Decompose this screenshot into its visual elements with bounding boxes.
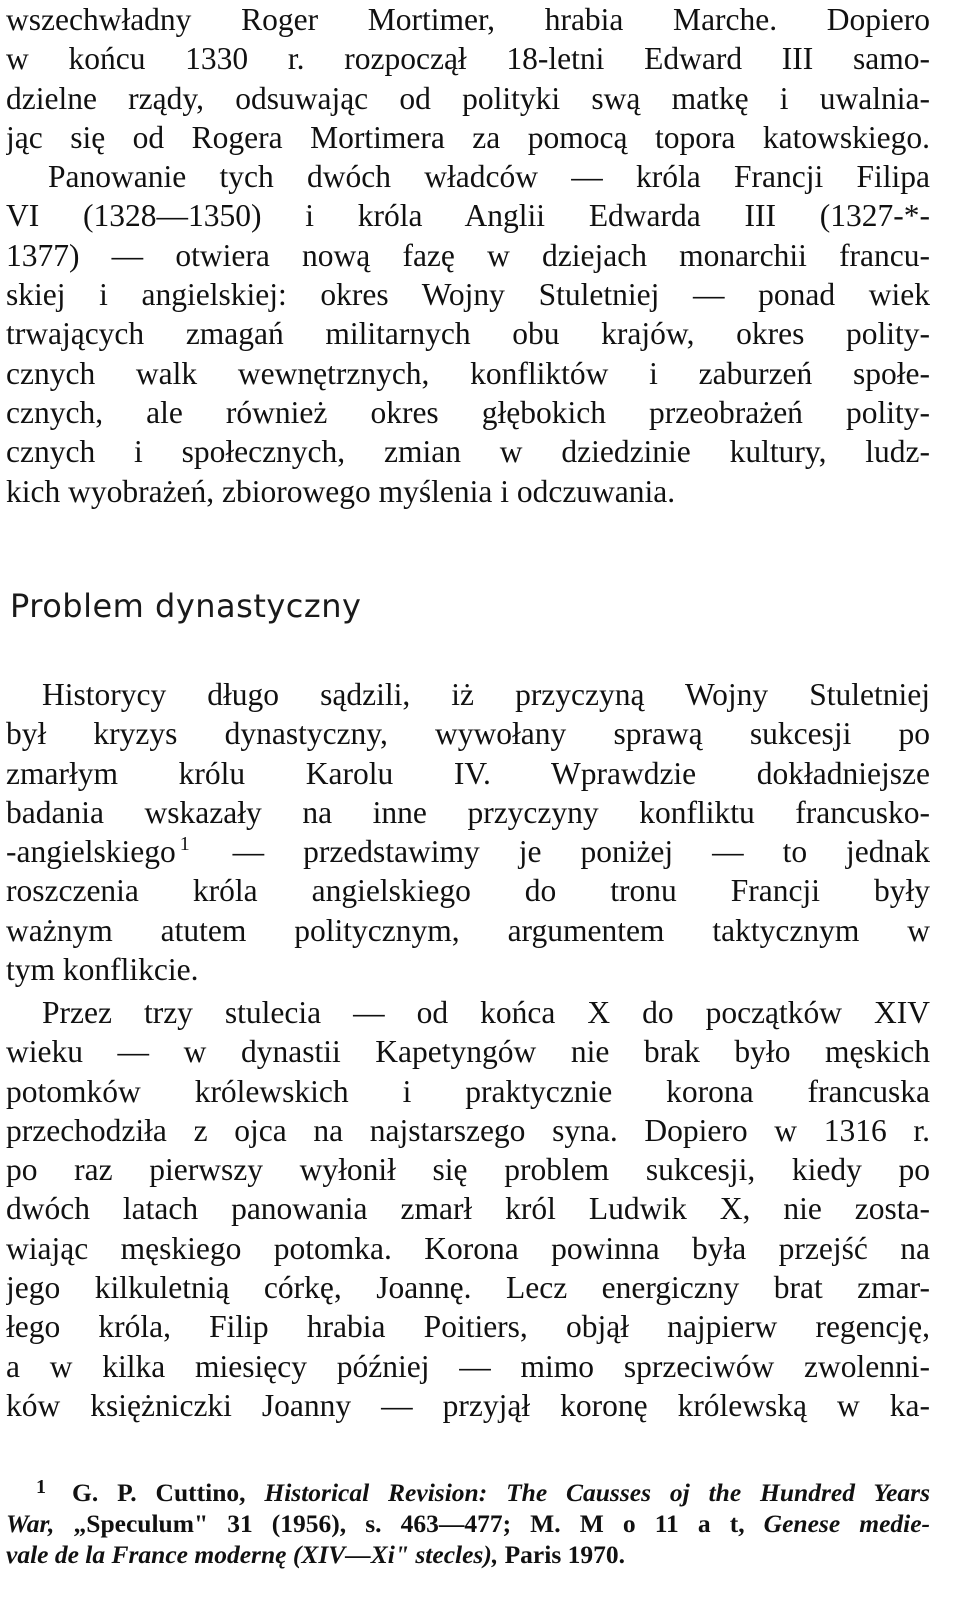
text-line: cznych, ale również okres głębokich przeobrażeń polity-	[6, 394, 930, 430]
text-line: Historycy długo sądzili, iż przyczyną Wojny Stuletniej	[42, 677, 930, 712]
text-line: łego króla, Filip hrabia Poitiers, objął najpierw regencję,	[6, 1309, 930, 1345]
text-line-with-footnote-ref	[6, 832, 930, 871]
text-line: wszechwładny Roger Mortimer, hrabia Marche. Dopiero	[6, 2, 930, 37]
text-line: Przez trzy stulecia — od końca X do początków XIV	[42, 995, 930, 1030]
text-line: Panowanie tych dwóch władców — króla Francji Filipa	[48, 159, 930, 195]
text-line: jego kilkuletnią córkę, Joannę. Lecz energiczny brat zmar-	[6, 1270, 930, 1306]
footnote-reference[interactable]: 1	[179, 833, 190, 856]
text-line: cznych walk wewnętrznych, konfliktów i zaburzeń społe-	[6, 355, 930, 391]
text-line: potomków królewskich i praktycznie korona francuska	[6, 1073, 930, 1109]
text-line: jąc się od Rogera Mortimera za pomocą topora katowskiego.	[6, 119, 930, 155]
text-line: cznych i społecznych, zmian w dziedzinie kultury, ludz-	[6, 434, 930, 470]
text-line: w końcu 1330 r. rozpoczął 18-letni Edward III samo-	[6, 41, 930, 77]
text-line: dwóch latach panowania zmarł król Ludwik X, nie zosta-	[6, 1191, 930, 1227]
text-line: a w kilka miesięcy później — mimo sprzeciwów zwolenni-	[6, 1348, 930, 1384]
text-line: 1377) — otwiera nową fazę w dziejach monarchii francu-	[6, 237, 930, 273]
text-line: dzielne rządy, odsuwając od polityki swą matkę i uwalnia-	[6, 80, 930, 116]
paragraph-capetian-succession	[6, 993, 930, 1425]
text-line: był kryzys dynastyczny, wywołany sprawą sukcesji po	[6, 716, 930, 752]
footnote-title-end: War,	[6, 1509, 55, 1538]
text-line: VI (1328—1350) i króla Anglii Edwarda III (1327-*-	[6, 198, 930, 234]
footnote-author: G. P. Cuttino,	[72, 1478, 246, 1507]
footnote-line	[6, 1508, 930, 1539]
footnote-number: 1	[36, 1477, 46, 1498]
text-line: zmarłym królu Karolu IV. Wprawdzie dokładniejsze	[6, 755, 930, 791]
section-heading: Problem dynastyczny	[10, 587, 362, 625]
text-line: po raz pierwszy wyłonił się problem sukcesji, kiedy po	[6, 1152, 930, 1188]
text-line: roszczenia króla angielskiego do tronu Francji były	[6, 873, 930, 909]
text-line: wiając męskiego potomka. Korona powinna była przejść na	[6, 1230, 930, 1266]
footnote-title: Historical Revision: The Causses oj the Hundred Years	[264, 1478, 930, 1507]
text-line: kich wyobrażeń, zbiorowego myślenia i odczuwania.	[6, 473, 676, 509]
text-line: trwających zmagań militarnych obu krajów, okres polity-	[6, 316, 930, 352]
text-line: ważnym atutem politycznym, argumentem taktycznym w	[6, 912, 930, 948]
text-line: przechodziła z ojca na najstarszego syna. Dopiero w 1316 r.	[6, 1112, 930, 1148]
footnote-source: „Speculum" 31 (1956), s. 463—477; M. M o 11 a t,	[73, 1509, 745, 1538]
paragraph-dynastic-crisis	[6, 675, 930, 989]
footnote-publication: Paris 1970.	[504, 1540, 626, 1569]
footnote-second-title-end: vale de la France modernę (XIV—Xi" stecles),	[6, 1540, 499, 1569]
footnote	[6, 1477, 930, 1570]
text-fragment: — przedstawimy je poniżej — to jednak	[232, 834, 930, 870]
text-line: tym konflikcie.	[6, 952, 199, 988]
footnote-second-title: Genese medie-	[763, 1509, 930, 1538]
text-line: skiej i angielskiej: okres Wojny Stuletniej — ponad wiek	[6, 277, 930, 313]
text-line: ków księżniczki Joanny — przyjął koronę królewską w ka-	[6, 1387, 930, 1423]
footnote-line	[6, 1477, 930, 1508]
text-line: badania wskazały na inne przyczyny konfliktu francusko-	[6, 794, 930, 830]
footnote-line	[6, 1539, 930, 1570]
text-line: wieku — w dynastii Kapetyngów nie brak było męskich	[6, 1034, 930, 1070]
text-fragment: -angielskiego	[6, 834, 176, 870]
intro-paragraph	[6, 0, 930, 511]
